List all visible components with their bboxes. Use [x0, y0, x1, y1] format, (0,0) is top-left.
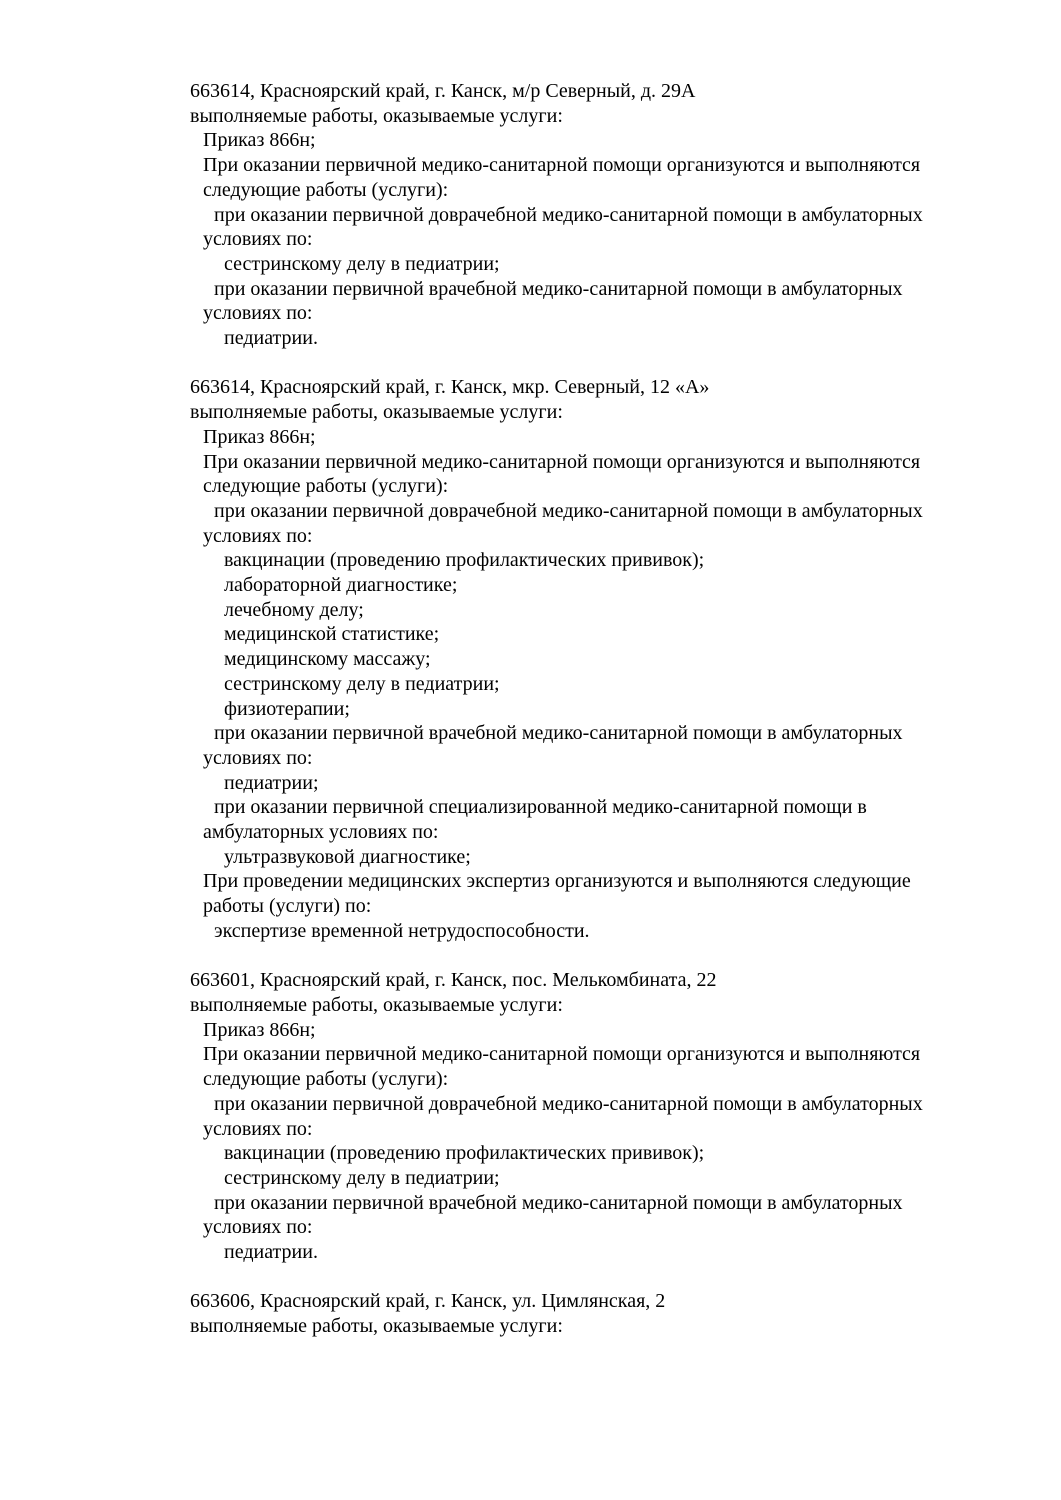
expertise-heading-cont: работы (услуги) по: — [203, 895, 372, 918]
service-item: педиатрии; — [224, 771, 319, 794]
care-level-heading-cont: условиях по: — [203, 1117, 313, 1140]
pmsp-heading: При оказании первичной медико-санитарной помощи организуются и выполняются — [203, 450, 921, 473]
order-reference: Приказ 866н; — [203, 1018, 316, 1041]
care-level-heading: при оказании первичной врачебной медико-санитарной помощи в амбулаторных — [214, 722, 903, 745]
care-level-heading-cont: амбулаторных условиях по: — [203, 821, 439, 844]
service-item: медицинской статистике; — [224, 623, 440, 646]
service-item: вакцинации (проведению профилактических прививок); — [224, 1142, 705, 1165]
address-line: 663606, Красноярский край, г. Канск, ул. Цимлянская, 2 — [190, 1290, 666, 1313]
address-line: 663601, Красноярский край, г. Канск, пос. Мелькомбината, 22 — [190, 969, 717, 992]
services-intro: выполняемые работы, оказываемые услуги: — [190, 401, 563, 424]
care-level-heading: при оказании первичной доврачебной медико-санитарной помощи в амбулаторных — [214, 1092, 923, 1115]
address-section — [190, 968, 1012, 1264]
care-level-heading-cont: условиях по: — [203, 302, 313, 325]
document-body — [190, 79, 1012, 1339]
service-item: ультразвуковой диагностике; — [224, 845, 471, 868]
services-intro: выполняемые работы, оказываемые услуги: — [190, 993, 563, 1016]
service-item: лабораторной диагностике; — [224, 574, 458, 597]
care-level-heading-cont: условиях по: — [203, 746, 313, 769]
address-line: 663614, Красноярский край, г. Канск, мкр. Северный, 12 «А» — [190, 376, 710, 399]
care-level-heading: при оказании первичной врачебной медико-санитарной помощи в амбулаторных — [214, 1191, 903, 1214]
service-item: педиатрии. — [224, 327, 318, 350]
pmsp-heading-cont: следующие работы (услуги): — [203, 178, 449, 201]
pmsp-heading: При оказании первичной медико-санитарной помощи организуются и выполняются — [203, 154, 921, 177]
care-level-heading: при оказании первичной доврачебной медико-санитарной помощи в амбулаторных — [214, 203, 923, 226]
care-level-heading: при оказании первичной специализированной медико-санитарной помощи в — [214, 796, 867, 819]
pmsp-heading-cont: следующие работы (услуги): — [203, 1068, 449, 1091]
address-section — [190, 1289, 1012, 1338]
services-intro: выполняемые работы, оказываемые услуги: — [190, 104, 563, 127]
service-item: сестринскому делу в педиатрии; — [224, 252, 500, 275]
order-reference: Приказ 866н; — [203, 129, 316, 152]
address-section — [190, 375, 1012, 943]
service-item: лечебному делу; — [224, 598, 364, 621]
pmsp-heading-cont: следующие работы (услуги): — [203, 475, 449, 498]
service-item: педиатрии. — [224, 1241, 318, 1264]
service-item: вакцинации (проведению профилактических прививок); — [224, 549, 705, 572]
service-item: физиотерапии; — [224, 697, 350, 720]
care-level-heading: при оказании первичной врачебной медико-санитарной помощи в амбулаторных — [214, 277, 903, 300]
care-level-heading-cont: условиях по: — [203, 1216, 313, 1239]
service-item: медицинскому массажу; — [224, 648, 431, 671]
care-level-heading-cont: условиях по: — [203, 228, 313, 251]
services-intro: выполняемые работы, оказываемые услуги: — [190, 1315, 563, 1338]
expertise-heading: При проведении медицинских экспертиз организуются и выполняются следующие — [203, 870, 911, 893]
care-level-heading: при оказании первичной доврачебной медико-санитарной помощи в амбулаторных — [214, 499, 923, 522]
service-item: сестринскому делу в педиатрии; — [224, 672, 500, 695]
care-level-heading-cont: условиях по: — [203, 524, 313, 547]
address-section — [190, 79, 1012, 351]
service-item: сестринскому делу в педиатрии; — [224, 1166, 500, 1189]
expertise-item: экспертизе временной нетрудоспособности. — [214, 919, 590, 942]
order-reference: Приказ 866н; — [203, 425, 316, 448]
pmsp-heading: При оказании первичной медико-санитарной помощи организуются и выполняются — [203, 1043, 921, 1066]
address-line: 663614, Красноярский край, г. Канск, м/р Северный, д. 29А — [190, 80, 696, 102]
